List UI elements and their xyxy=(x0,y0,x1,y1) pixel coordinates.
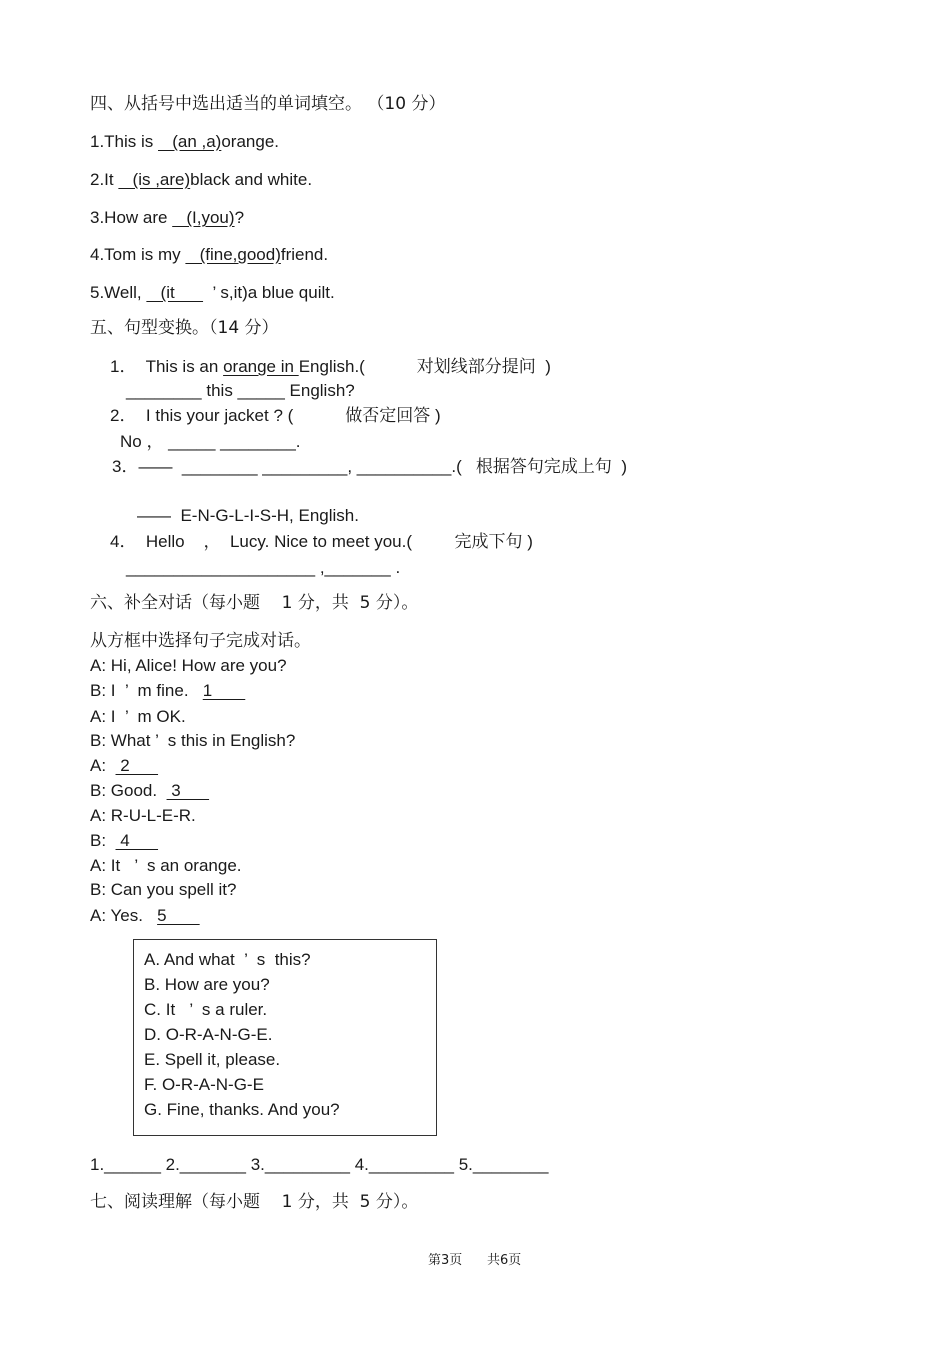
option-item: D. O-R-A-N-G-E. xyxy=(144,1025,273,1044)
page-total: 共6页 xyxy=(487,1253,522,1268)
dialogue-blank: 1 xyxy=(202,681,246,700)
blank: (an ,a) xyxy=(158,132,222,151)
section6-instruction: 从方框中选择句子完成对话。 xyxy=(90,631,311,651)
blank: (I,you) xyxy=(172,208,235,227)
dialogue-blank: 2 xyxy=(115,756,159,775)
option-item: B. How are you? xyxy=(144,975,270,994)
s5-question-3: 3．—— ________ _________, __________.( 根据答句完成上句 ) xyxy=(112,457,628,476)
option-item: A. And what ’ s this? xyxy=(144,950,311,969)
s4-question-3: 3.How are (I,you)? xyxy=(90,208,245,227)
section7-heading: 七、阅读理解（每小题 1 分，共 5 分）。 xyxy=(90,1192,419,1212)
dialogue-line: A: I ’ m OK. xyxy=(90,707,186,726)
dialogue-line: B: Can you spell it? xyxy=(90,880,237,899)
option-item: C. It ’ s a ruler. xyxy=(144,1000,268,1019)
s5-question-2-answer: No ， _____ ________. xyxy=(120,432,301,451)
option-item: G. Fine, thanks. And you? xyxy=(144,1100,340,1119)
s4-question-1: 1.This is (an ,a)orange. xyxy=(90,132,280,151)
section6-heading: 六、补全对话（每小题 1 分，共 5 分）。 xyxy=(90,593,419,613)
option-item: F. O-R-A-N-G-E xyxy=(144,1075,264,1094)
dialogue-line: A: Yes. 5 xyxy=(90,906,200,925)
s5-question-4-answer: ____________________ ,_______ . xyxy=(126,558,401,577)
dialogue-line: B: Good. 3 xyxy=(90,781,210,800)
options-box xyxy=(133,939,437,1136)
dialogue-line: A: Hi, Alice! How are you? xyxy=(90,656,287,675)
s5-question-1: 1． This is an orange in English.( 对划线部分提问 ) xyxy=(110,357,551,376)
s5-question-4: 4． Hello ， Lucy. Nice to meet you.( 完成下句 ) xyxy=(110,532,533,551)
s4-question-4: 4.Tom is my (fine,good)friend. xyxy=(90,245,329,264)
option-item: E. Spell it, please. xyxy=(144,1050,281,1069)
s5-question-1-answer: ________ this _____ English? xyxy=(126,381,355,400)
answer-blanks: 1.______ 2._______ 3._________ 4._________ 5.________ xyxy=(90,1155,549,1174)
section4-heading: 四、从括号中选出适当的单词填空。 （10 分） xyxy=(90,94,446,114)
dialogue-blank: 4 xyxy=(115,831,159,850)
page-number: 第3页 xyxy=(428,1253,463,1268)
s5-question-2: 2． I this your jacket ? ( 做否定回答 ) xyxy=(110,406,441,425)
dialogue-line: B: 4 xyxy=(90,831,159,850)
dialogue-line: B: I ’ m fine. 1 xyxy=(90,681,246,700)
s5-question-3-answer: —— E-N-G-L-I-S-H, English. xyxy=(137,506,359,525)
section5-heading: 五、句型变换。（14 分） xyxy=(90,318,279,338)
s4-question-5: 5.Well, (it ’ s,it)a blue quilt. xyxy=(90,283,335,302)
dialogue-blank: 5 xyxy=(157,906,200,925)
dialogue-line: B: What ’ s this in English? xyxy=(90,731,296,750)
blank: (fine,good) xyxy=(185,245,281,264)
dialogue-blank: 3 xyxy=(166,781,210,800)
dialogue-line: A: R-U-L-E-R. xyxy=(90,806,196,825)
dialogue-line: A: 2 xyxy=(90,756,159,775)
s4-question-2: 2.It (is ,are)black and white. xyxy=(90,170,313,189)
blank: (is ,are) xyxy=(118,170,191,189)
blank: (it xyxy=(146,283,204,302)
dialogue-line: A: It ’ s an orange. xyxy=(90,856,242,875)
